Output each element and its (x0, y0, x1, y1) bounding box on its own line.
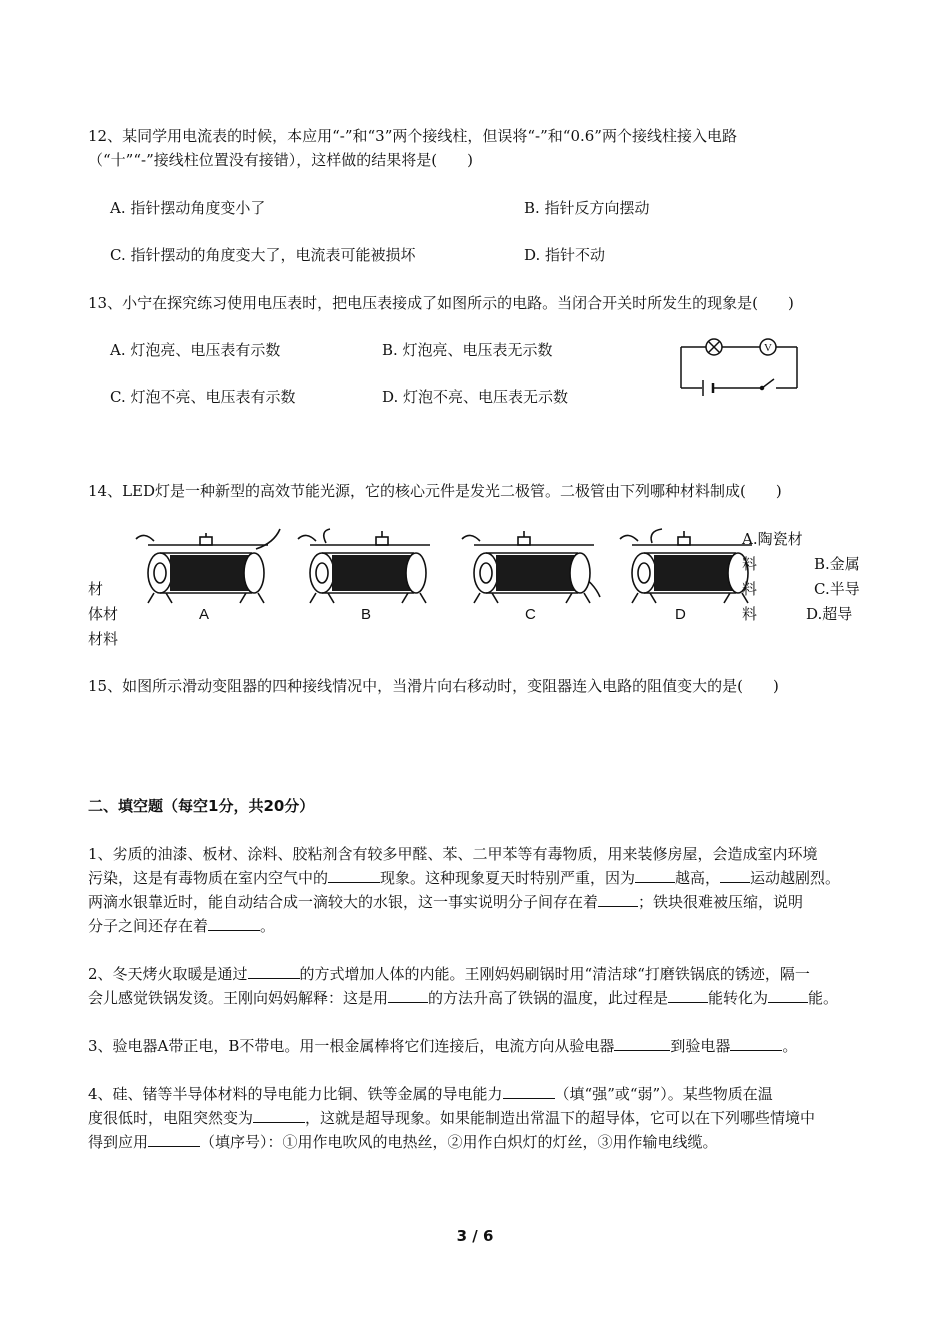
rheostat-label-d: D (675, 606, 686, 623)
lamp-symbol (706, 339, 722, 355)
rheostat-label-b: B (361, 606, 372, 623)
fill2-line1-part-a: 2、冬天烤火取暖是通过 (88, 965, 248, 983)
fill2-line2-part-a: 会儿感觉铁锅发烫。王刚向妈妈解释：这是用 (88, 989, 389, 1007)
fill1-line2-part-d: 运动越剧烈。 (750, 869, 841, 887)
fill1-line2 (88, 868, 840, 888)
q14-left-col-line2: 体材 (88, 605, 119, 623)
q14-right-col1-line1: A.陶瓷材 (742, 530, 803, 548)
fill2-line2-part-c: 能转化为 (708, 989, 769, 1007)
fill4-line2-part-a: 度很低时，电阻突然变为 (88, 1109, 254, 1127)
fill1-line2-part-c: 越高， (675, 869, 721, 887)
fill3-part-b: 到验电器 (670, 1037, 731, 1055)
fill1-line3-part-a: 两滴水银靠近时，能自动结合成一滴较大的水银，这一事实说明分子间存在着 (88, 893, 599, 911)
fill1-blank-4[interactable] (598, 892, 638, 907)
rheostat-figure-c (460, 527, 610, 605)
q13-option-a: A. 灯泡亮、电压表有示数 (110, 341, 281, 359)
voltmeter-symbol (760, 339, 776, 355)
fill2-blank-4[interactable] (768, 988, 808, 1003)
fill1-line4-part-b: 。 (260, 917, 276, 935)
q14-left-col-line1: 材 (88, 580, 104, 598)
fill2-line2-part-b: 的方法升高了铁锅的温度，此过程是 (428, 989, 669, 1007)
fill4-line2-part-b: ，这就是超导现象。如果能制造出常温下的超导体，它可以在下列哪些情境中 (305, 1109, 816, 1127)
battery-symbol (703, 380, 713, 396)
fill4-line3 (88, 1132, 718, 1152)
fill4-blank-1[interactable] (503, 1084, 555, 1099)
rheostat-label-c: C (525, 606, 536, 623)
q13-option-d: D. 灯泡不亮、电压表无示数 (382, 388, 569, 406)
fill4-blank-3[interactable] (148, 1132, 200, 1147)
q13-circuit-diagram (676, 334, 802, 396)
page-number: 3 / 6 (456, 1227, 494, 1245)
fill2-line2 (88, 988, 838, 1008)
fill1-line2-part-a: 污染，这是有毒物质在室内空气中的 (88, 869, 329, 887)
q13-option-c: C. 灯泡不亮、电压表有示数 (110, 388, 296, 406)
fill4-line1 (88, 1084, 773, 1104)
fill1-blank-5[interactable] (208, 916, 260, 931)
q14-left-col-line3: 材料 (88, 630, 119, 648)
q14-stem: 14、LED灯是一种新型的高效节能光源，它的核心元件是发光二极管。二极管由下列哪种材料制成( ) (88, 482, 782, 500)
rheostat-figure-a (134, 527, 284, 605)
fill1-line4 (88, 916, 275, 936)
fill3-line (88, 1036, 797, 1056)
q12-option-d: D. 指针不动 (524, 246, 606, 264)
q12-stem-line2: （“十”“-”接线柱位置没有接错），这样做的结果将是( ) (88, 151, 473, 169)
fill2-blank-2[interactable] (388, 988, 428, 1003)
fill2-line1-part-b: 的方式增加人体的内能。王刚妈妈刷锅时用“清洁球“打磨铁锅底的锈迹，隔一 (299, 965, 810, 983)
q12-option-a: A. 指针摆动角度变小了 (110, 199, 266, 217)
fill4-line1-part-b: （填“强”或“弱”）。某些物质在温 (554, 1085, 773, 1103)
q14-right-col1-line2: 料 (742, 555, 758, 573)
fill3-blank-2[interactable] (730, 1036, 782, 1051)
fill2-blank-1[interactable] (248, 964, 300, 979)
fill1-line2-part-b: 现象。这种现象夏天时特别严重，因为 (380, 869, 636, 887)
rheostat-figure-b (296, 527, 446, 605)
q14-right-col2-line1: B.金属 (814, 555, 860, 573)
q14-right-col1-line4: 料 (742, 605, 758, 623)
fill4-line3-part-a: 得到应用 (88, 1133, 149, 1151)
q14-right-col2-line2: C.半导 (814, 580, 860, 598)
q14-right-col2-line3: D.超导 (806, 605, 853, 623)
fill2-line1 (88, 964, 810, 984)
fill2-line2-part-d: 能。 (808, 989, 839, 1007)
switch-symbol (760, 379, 774, 390)
q12-stem-line1: 12、某同学用电流表的时候，本应用“-”和“3”两个接线柱，但误将“-”和“0.6”两个接线柱接入电路 (88, 127, 737, 145)
voltmeter-label: V (764, 342, 772, 354)
fill4-blank-2[interactable] (253, 1108, 305, 1123)
fill4-line3-part-b: （填序号）：①用作电吹风的电热丝，②用作白炽灯的灯丝，③用作输电线缆。 (200, 1133, 718, 1151)
fill1-line3-part-b: ；铁块很难被压缩，说明 (638, 893, 804, 911)
q13-option-b: B. 灯泡亮、电压表无示数 (382, 341, 553, 359)
q14-right-col1-line3: 料 (742, 580, 758, 598)
fill1-line4-part-a: 分子之间还存在着 (88, 917, 209, 935)
fill3-blank-1[interactable] (614, 1036, 670, 1051)
fill1-blank-1[interactable] (328, 868, 380, 883)
fill3-part-a: 3、验电器A带正电，B不带电。用一根金属棒将它们连接后，电流方向从验电器 (88, 1037, 615, 1055)
fill4-line1-part-a: 4、硅、锗等半导体材料的导电能力比铜、铁等金属的导电能力 (88, 1085, 503, 1103)
fill1-line1: 1、劣质的油漆、板材、涂料、胶粘剂含有较多甲醛、苯、二甲苯等有毒物质，用来装修房屋，会造成室内环境 (88, 845, 818, 863)
fill2-blank-3[interactable] (668, 988, 708, 1003)
fill1-blank-2[interactable] (635, 868, 675, 883)
q13-stem: 13、小宁在探究练习使用电压表时，把电压表接成了如图所示的电路。当闭合开关时所发生的现象是( ) (88, 294, 794, 312)
q12-option-b: B. 指针反方向摆动 (524, 199, 650, 217)
q12-option-c: C. 指针摆动的角度变大了，电流表可能被损坏 (110, 246, 416, 264)
rheostat-label-a: A (199, 606, 210, 623)
fill1-blank-3[interactable] (720, 868, 750, 883)
q15-stem: 15、如图所示滑动变阻器的四种接线情况中，当滑片向右移动时，变阻器连入电路的阻值变大的是( ) (88, 677, 779, 695)
fill1-line3 (88, 892, 803, 912)
fill4-line2 (88, 1108, 815, 1128)
section2-title: 二、填空题（每空1分，共20分） (88, 797, 315, 815)
fill3-part-c: 。 (782, 1037, 798, 1055)
